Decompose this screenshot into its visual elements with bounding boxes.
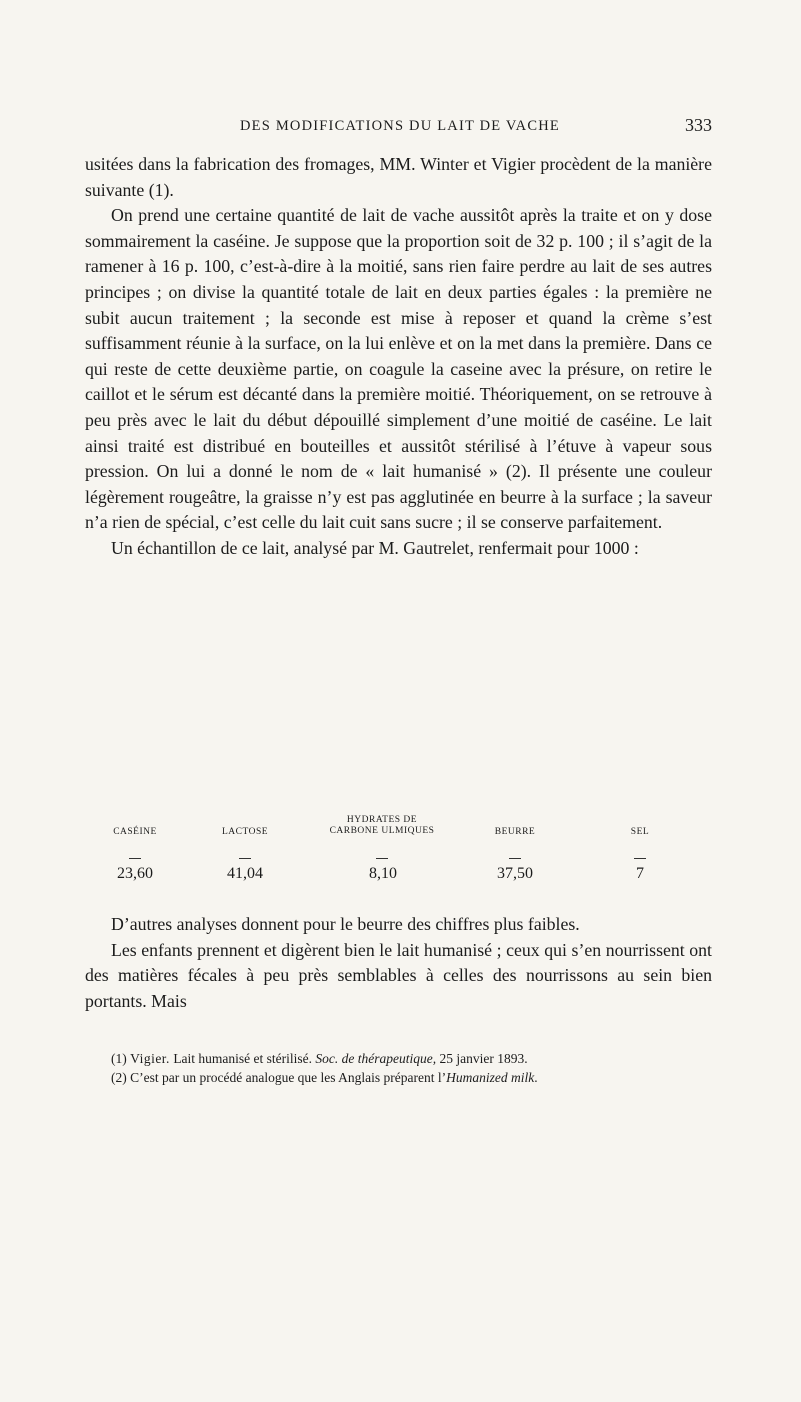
footnote-date: 25 janvier 1893. — [436, 1051, 528, 1066]
column-rule — [376, 858, 388, 859]
footnotes — [85, 1049, 712, 1087]
column-header-hydrates: HYDRATES DE CARBONE ULMIQUES — [329, 815, 435, 836]
value-sel: 7 — [636, 865, 644, 882]
main-text-continued — [85, 912, 712, 1014]
running-title: DES MODIFICATIONS DU LAIT DE VACHE — [240, 118, 560, 134]
paragraph: usitées dans la fabrication des fromages, MM. Winter et Vigier procèdent de la manière suivante (1). — [85, 154, 712, 200]
value-lactose: 41,04 — [227, 865, 263, 882]
column-header-caseine: CASÉINE — [113, 827, 157, 837]
page-number: 333 — [685, 115, 712, 135]
column-rule — [129, 858, 141, 859]
footnote-1 — [85, 1049, 712, 1068]
paragraph: Un échantillon de ce lait, analysé par M. Gautrelet, renfermait pour 1000 : — [111, 537, 639, 558]
footnote-text: Lait humanisé et stérilisé. — [169, 1051, 316, 1066]
footnote-2 — [85, 1068, 712, 1087]
paragraph: D’autres analyses donnent pour le beurre des chiffres plus faibles. — [111, 914, 580, 934]
column-rule — [509, 858, 521, 859]
footnote-marker: (1) — [111, 1051, 131, 1066]
footnote-term: Humanized milk — [446, 1070, 535, 1085]
page-header — [90, 115, 710, 139]
value-hydrates: 8,10 — [369, 865, 397, 882]
analysis-table — [100, 815, 720, 895]
footnote-marker: (2) — [111, 1070, 131, 1085]
column-header-beurre: BEURRE — [494, 827, 536, 837]
footnote-source: Soc. de thérapeutique, — [315, 1051, 437, 1066]
column-rule — [239, 858, 251, 859]
footnote-text: C’est par un procédé analogue que les Anglais préparent l’ — [130, 1070, 447, 1085]
column-header-lactose: LACTOSE — [221, 827, 269, 837]
footnote-author: Vigier. — [130, 1051, 170, 1066]
column-header-sel: SEL — [630, 827, 650, 837]
value-beurre: 37,50 — [497, 865, 533, 882]
value-caseine: 23,60 — [117, 865, 153, 882]
column-rule — [634, 858, 646, 859]
paragraph: On prend une certaine quantité de lait de vache aussitôt après la traite et on y dose sommairement la caséine. Je suppose que la proportion soit de 32 p. 100 ; il s’agit de la ramener à 16 p. 100, c’est-à-dire à la moitié, sans rien faire perdre au lait de ses autres principes ; on divise la quantité totale de lait en deux parties égales : la première ne subit aucun traitement ; la seconde est mise à reposer et quand la crème s’est suffisamment réunie à la surface, on la lui enlève et on la met dans la première. Dans ce qui reste de cette deuxième partie, on coagule la caseine avec la présure, on retire le caillot et le sérum est décanté dans la première moitié. Théoriquement, on se retrouve à peu près avec le lait du début dépouillé simplement d’une moitié de caséine. Le lait ainsi traité est distribué en bouteilles et aussitôt stérilisé à l’étuve à vapeur sous pression. On lui a donné le nom de « lait humanisé » (2). Il présente une couleur légèrement rougeâtre, la graisse n’y est pas agglutinée en beurre à la surface ; la saveur n’a rien de spécial, c’est celle du lait cuit sans sucre ; il se conserve parfaitement. — [85, 205, 712, 533]
paragraph: Les enfants prennent et digèrent bien le lait humanisé ; ceux qui s’en nourrissent ont des matières fécales à peu près semblables à celles des nourrissons au sein bien portants. Mais — [85, 939, 712, 1011]
main-text — [85, 152, 712, 562]
footnote-end: . — [534, 1070, 538, 1085]
